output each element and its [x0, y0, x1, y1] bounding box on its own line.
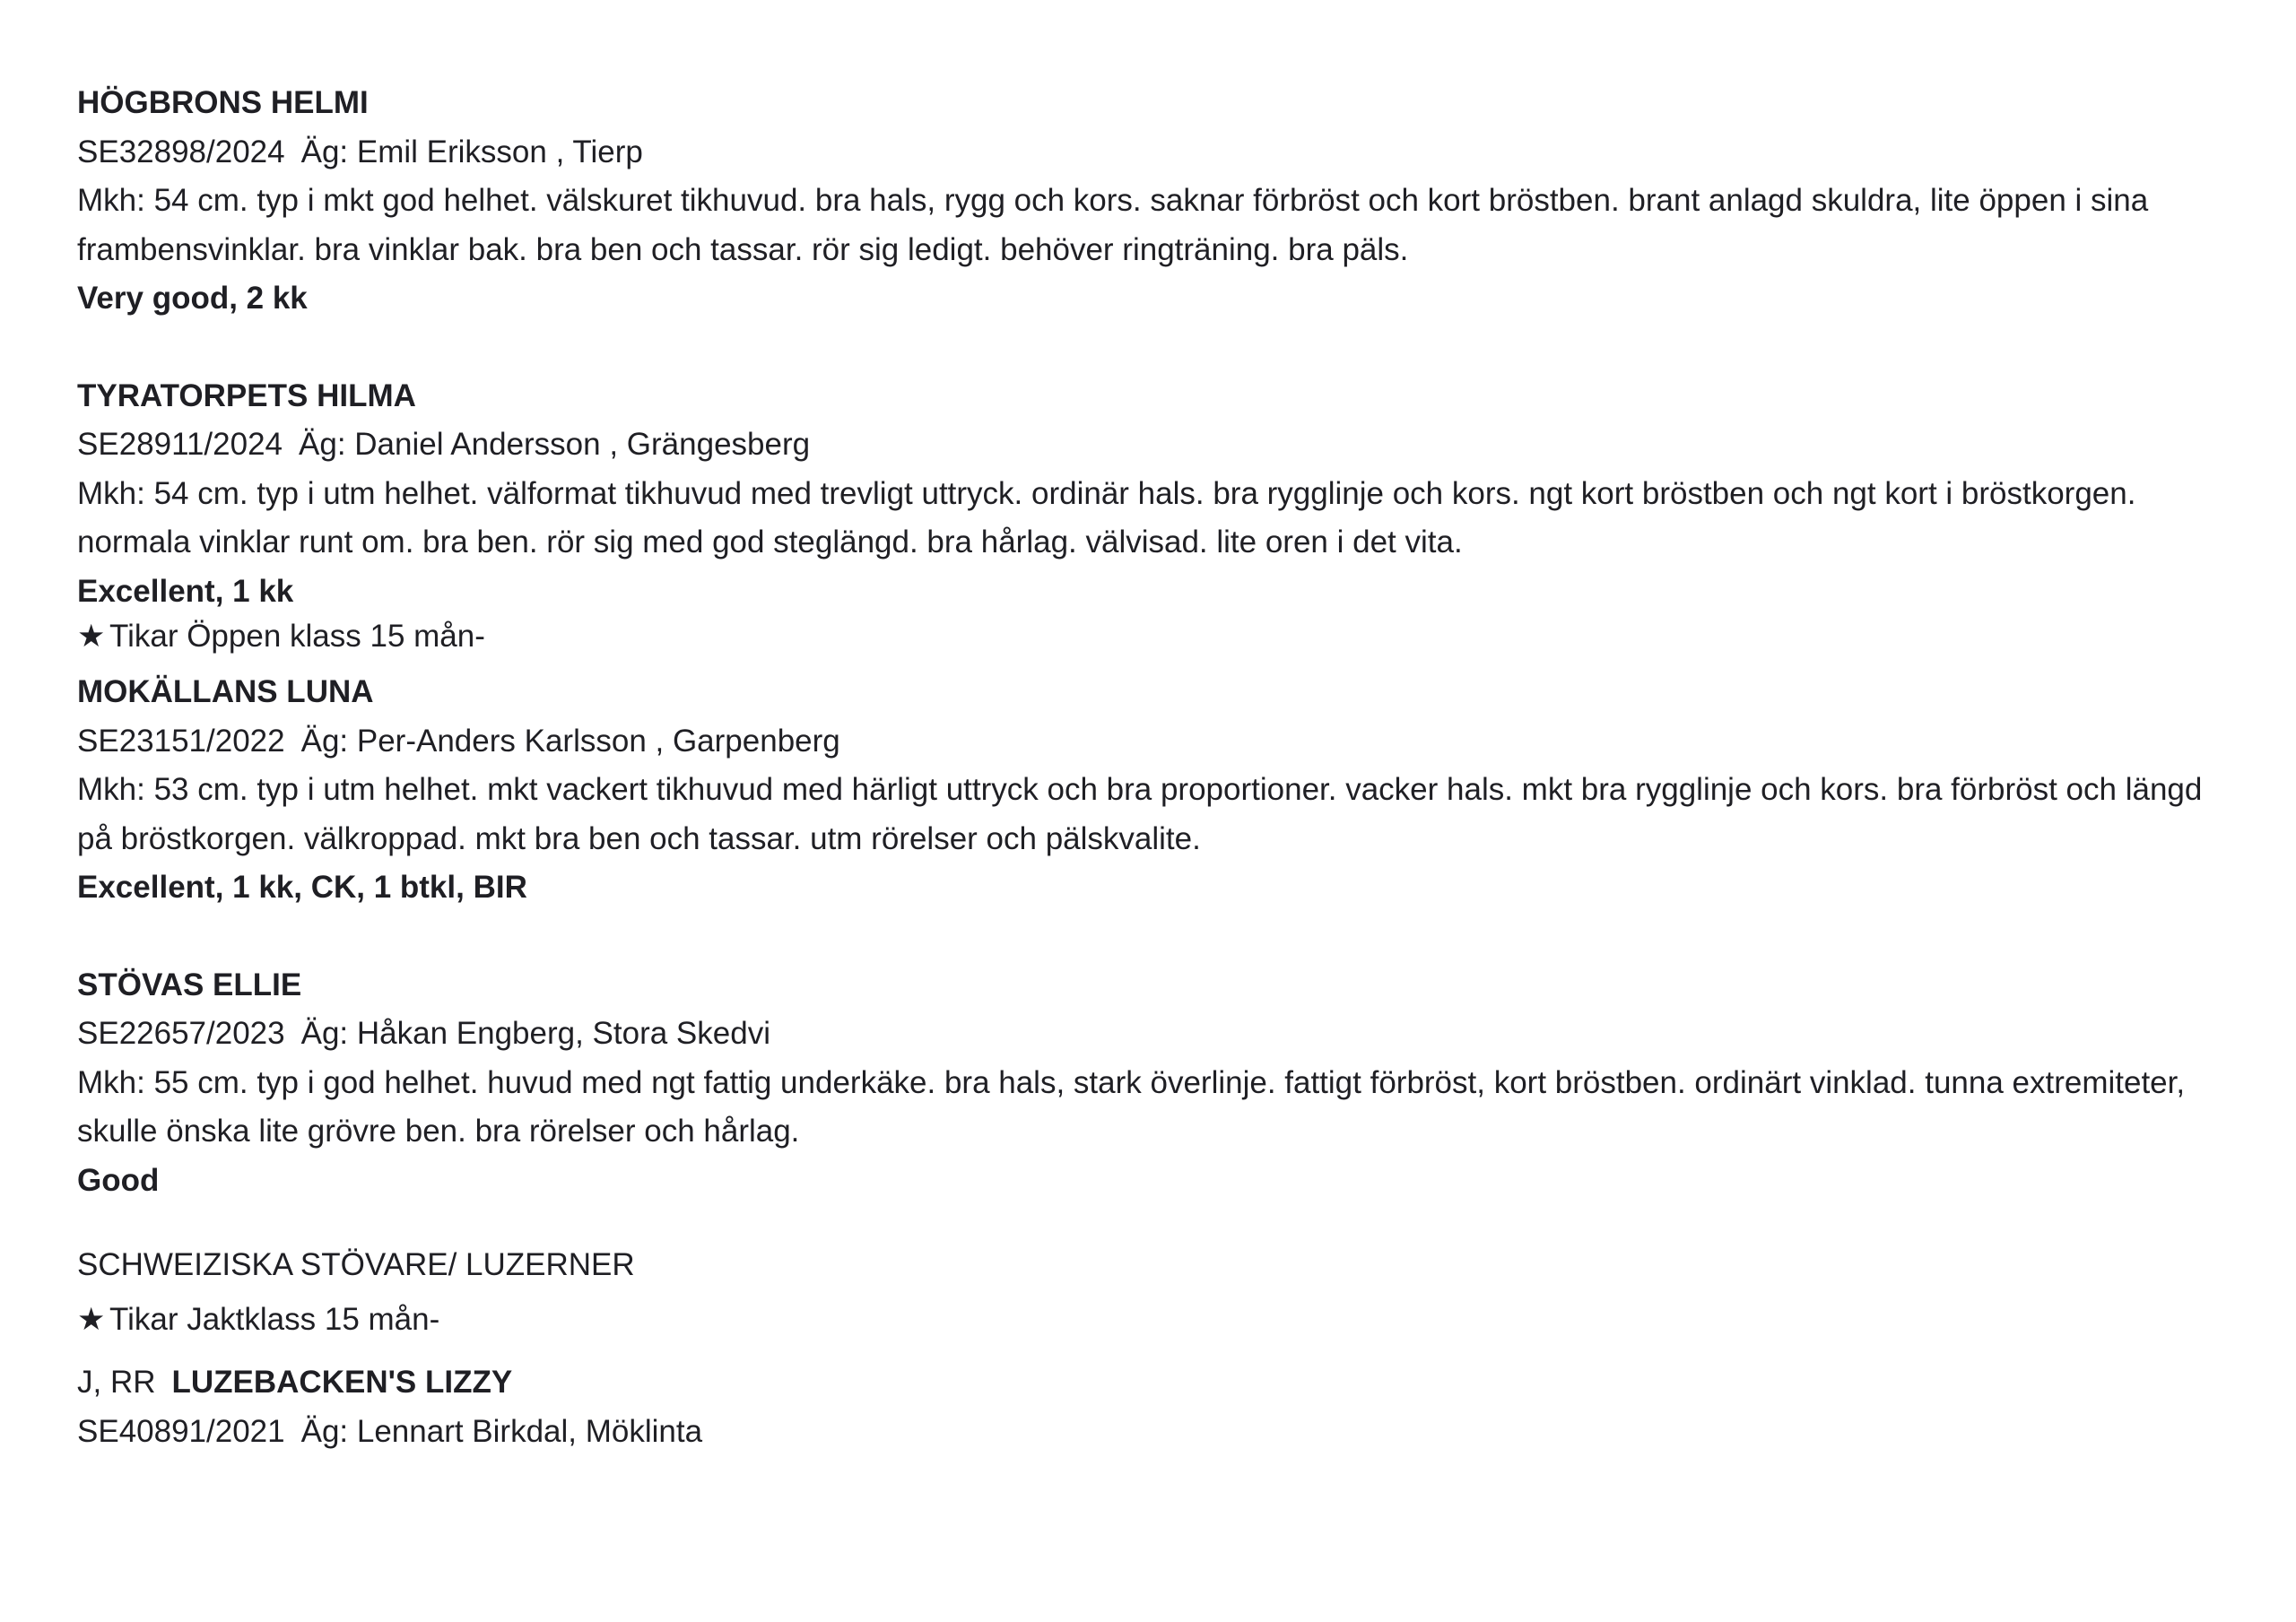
critique-text: Mkh: 55 cm. typ i god helhet. huvud med ngt fattig underkäke. bra hals, stark överlinje. fattigt förbröst, kort bröstben. ordinärt vinklad. tunna extremiteter, skulle önska lite grövre ben. bra rörelser och hårlag. [77, 1064, 2186, 1149]
dog-name: MOKÄLLANS LUNA [77, 674, 374, 709]
registration-owner [77, 1408, 2230, 1457]
dog-name: TYRATORPETS HILMA [77, 377, 416, 413]
critique-text: Mkh: 53 cm. typ i utm helhet. mkt vackert tikhuvud med härligt uttryck och bra proportioner. vacker hals. mkt bra rygglinje och kors. bra förbröst och längd på bröstkorgen. välkroppad. mkt bra ben och tassar. utm rörelser och pälskvalite. [77, 772, 2203, 856]
result-award: Excellent, 1 kk, CK, 1 btkl, BIR [77, 870, 527, 905]
star-icon: ★ [77, 619, 106, 654]
critique-text: Mkh: 54 cm. typ i mkt god helhet. välskuret tikhuvud. bra hals, rygg och kors. saknar förbröst och kort bröstben. brant anlagd skuldra, lite öppen i sina frambensvinklar. bra vinklar bak. bra ben och tassar. rör sig ledigt. behöver ringträning. bra päls. [77, 183, 2149, 267]
dog-name-line [77, 1358, 2230, 1408]
registration-number: SE22657/2023 [77, 1016, 285, 1051]
registration-owner [77, 421, 2230, 470]
owner-info: Äg: Per-Anders Karlsson , Garpenberg [300, 723, 840, 759]
dog-entry [77, 1358, 2230, 1456]
registration-owner [77, 128, 2230, 178]
owner-info: Äg: Daniel Andersson , Grängesberg [299, 427, 811, 462]
dog-name: LUZEBACKEN'S LIZZY [171, 1365, 513, 1400]
owner-info: Äg: Håkan Engberg, Stora Skedvi [300, 1016, 770, 1051]
dog-name: STÖVAS ELLIE [77, 967, 302, 1002]
class-label: Tikar Öppen klass 15 mån- [109, 619, 485, 654]
dog-entry [77, 79, 2230, 324]
registration-number: SE32898/2024 [77, 134, 285, 169]
owner-info: Äg: Lennart Birkdal, Möklinta [300, 1413, 703, 1449]
dog-entry [77, 372, 2230, 617]
class-label: Tikar Jaktklass 15 mån- [109, 1301, 440, 1337]
dog-titles: J, RR [77, 1365, 156, 1400]
critique-text: Mkh: 54 cm. typ i utm helhet. välformat tikhuvud med trevligt uttryck. ordinär hals. bra rygglinje och kors. ngt kort bröstben och ngt kort i bröstkorgen. normala vinklar runt om. bra ben. rör sig med god steglängd. bra hårlag. välvisad. lite oren i det vita. [77, 475, 2136, 559]
result-award: Good [77, 1162, 160, 1198]
registration-owner [77, 1010, 2230, 1059]
result-award: Very good, 2 kk [77, 281, 308, 316]
breed-heading: SCHWEIZISKA STÖVARE/ LUZERNER [77, 1247, 635, 1282]
star-icon: ★ [77, 1301, 106, 1337]
dog-entry [77, 668, 2230, 913]
registration-number: SE23151/2022 [77, 723, 285, 759]
registration-owner [77, 717, 2230, 767]
owner-info: Äg: Emil Eriksson , Tierp [300, 134, 643, 169]
dog-entry [77, 961, 2230, 1206]
dog-name: HÖGBRONS HELMI [77, 85, 369, 120]
registration-number: SE28911/2024 [77, 427, 283, 462]
class-heading [77, 616, 2230, 657]
result-award: Excellent, 1 kk [77, 573, 294, 609]
judge-report-page [77, 79, 2230, 1456]
class-heading [77, 1296, 2230, 1345]
registration-number: SE40891/2021 [77, 1413, 285, 1449]
